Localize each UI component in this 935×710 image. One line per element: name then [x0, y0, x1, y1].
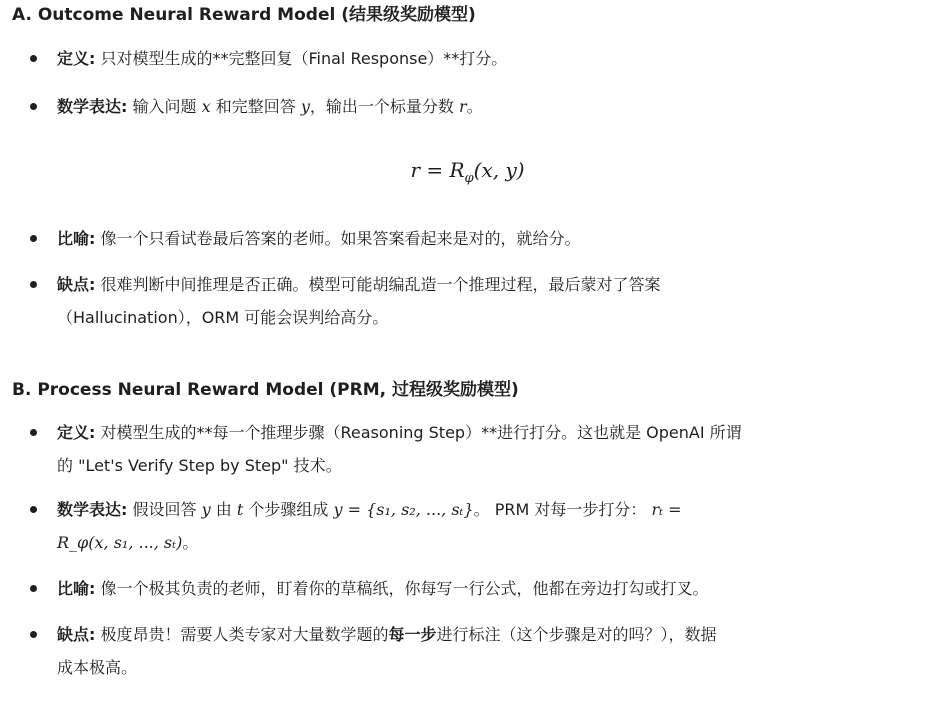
- item-term: 数学表达:: [57, 97, 128, 116]
- bullet: [30, 55, 37, 62]
- list-item: [0, 570, 900, 607]
- section-b-list: [0, 416, 900, 684]
- section-a-list: [0, 40, 900, 125]
- math-var: rₜ =: [651, 500, 682, 519]
- bullet: [30, 506, 37, 513]
- bullet: [30, 631, 37, 638]
- item-text: ，输出一个标量分数: [309, 97, 454, 116]
- math-expr: R_φ(x, s₁, ..., sₜ): [57, 533, 183, 552]
- bullet: [30, 281, 37, 288]
- section-b-heading: B. Process Neural Reward Model (PRM, 过程级奖励模型): [12, 380, 519, 400]
- bullet: [30, 235, 37, 242]
- item-text: 假设回答: [132, 500, 197, 519]
- item-term: 比喻:: [57, 229, 96, 248]
- math-var: y: [201, 500, 211, 519]
- item-text: 进行标注（这个步骤是对的吗？），数据: [436, 625, 717, 644]
- item-text: 很难判断中间推理是否正确。模型可能胡编乱造一个推理过程，最后蒙对了答案: [100, 275, 661, 294]
- formula-lhs: r = R: [410, 158, 465, 182]
- math-var: x: [201, 97, 211, 116]
- section-a-heading: A. Outcome Neural Reward Model (结果级奖励模型): [12, 5, 476, 25]
- item-text: 极度昂贵！需要人类专家对大量数学题的: [100, 625, 389, 644]
- math-var: t: [236, 500, 244, 519]
- item-term: 定义:: [57, 49, 96, 68]
- item-text: 个步骤组成: [248, 500, 329, 519]
- item-text: 成本极高。: [57, 658, 138, 677]
- math-set: y = {s₁, s₂, ..., sₜ}: [333, 500, 474, 519]
- math-var: r: [459, 97, 467, 116]
- item-text: 的 "Let's Verify Step by Step" 技术。: [57, 456, 342, 475]
- display-formula: [0, 158, 935, 186]
- item-term: 数学表达:: [57, 500, 128, 519]
- bullet: [30, 429, 37, 436]
- item-text: 和完整回答: [215, 97, 296, 116]
- formula-rhs: (x, y): [473, 158, 525, 182]
- item-text: 对模型生成的**每一个推理步骤（Reasoning Step）**进行打分。这也就是 OpenAI 所谓: [100, 423, 742, 442]
- item-text: 由: [215, 500, 232, 519]
- item-term: 定义:: [57, 423, 96, 442]
- list-item: [0, 88, 900, 125]
- list-item: [0, 40, 900, 77]
- item-text: 像一个只看试卷最后答案的老师。如果答案看起来是对的，就给分。: [100, 229, 581, 248]
- list-item: [0, 220, 900, 257]
- list-item: [0, 268, 900, 334]
- math-var: y: [300, 97, 310, 116]
- list-item: [0, 493, 900, 559]
- bullet: [30, 103, 37, 110]
- list-item: [0, 416, 900, 482]
- bullet: [30, 585, 37, 592]
- item-text: 。: [182, 533, 199, 552]
- item-text: 。: [466, 97, 483, 116]
- section-a-list-2: [0, 220, 900, 334]
- formula-sub: φ: [464, 171, 474, 186]
- item-term: 缺点:: [57, 625, 96, 644]
- item-term: 缺点:: [57, 275, 96, 294]
- list-item: [0, 618, 900, 684]
- item-text: （Hallucination），ORM 可能会误判给高分。: [57, 308, 389, 327]
- item-text: 像一个极其负责的老师，盯着你的草稿纸，你每写一行公式，他都在旁边打勾或打叉。: [100, 579, 709, 598]
- item-text: 只对模型生成的**完整回复（Final Response）**打分。: [100, 49, 508, 68]
- item-emphasis: 每一步: [388, 625, 437, 644]
- item-text: 输入问题: [132, 97, 197, 116]
- item-term: 比喻:: [57, 579, 96, 598]
- item-text: 。 PRM 对每一步打分：: [473, 500, 647, 519]
